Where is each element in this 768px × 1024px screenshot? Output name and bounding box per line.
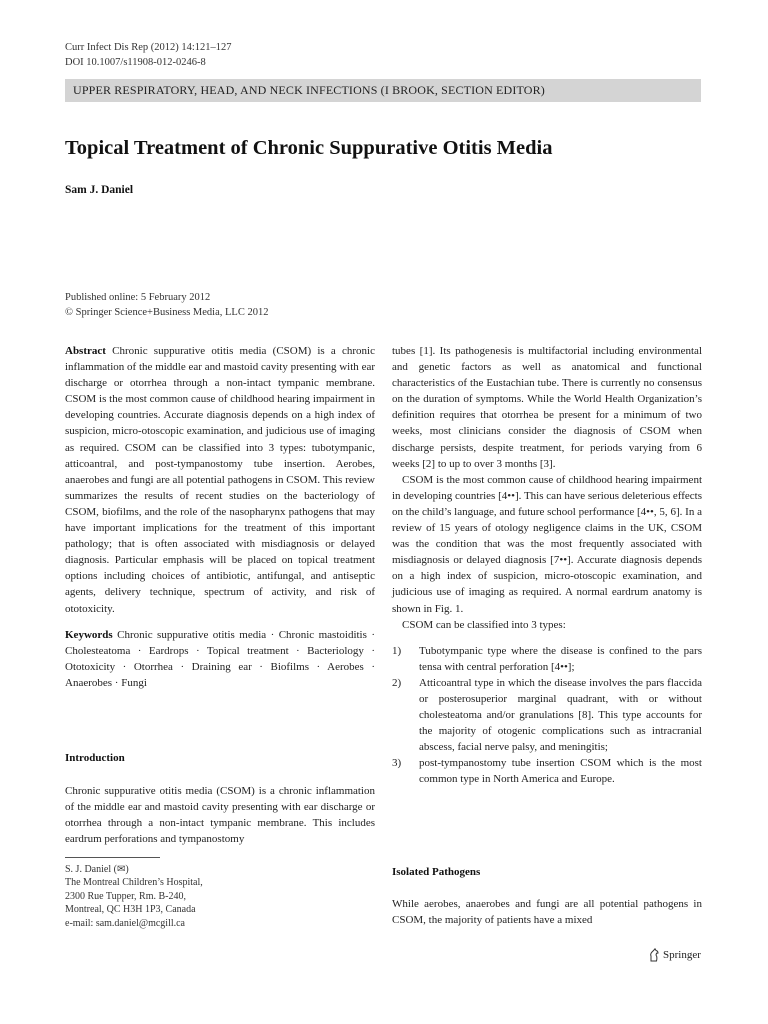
publisher-name: Springer [663, 949, 701, 961]
body-paragraph-1: tubes [1]. Its pathogenesis is multifactorial including environmental and genetic factors as well as anatomical and functional characteristics of the Eustachian tube. There is currently no consensus on the duration of symptoms. While the World Health Organization’s definition requires that otorrhea be present for a minimum of two weeks, most clinicians consider the diagnosis of CSOM when discharge persists, despite treatment, for periods varying from 6 weeks [2] to up to over 3 months [3]. [392, 345, 702, 470]
list-item [392, 675, 702, 755]
isolated-pathogens-section [392, 864, 702, 928]
footnote-name: S. J. Daniel (✉) [65, 864, 129, 875]
springer-horse-icon [648, 948, 660, 962]
introduction-section [65, 750, 375, 847]
list-number: 3) [392, 757, 402, 770]
keywords [65, 627, 375, 691]
article-title: Topical Treatment of Chronic Suppurative Otitis Media [65, 137, 553, 159]
list-text: Atticoantral type in which the disease involves the pars flaccida or posterosuperior marginal quadrant, with or without cholesteatoma and/or granulations [8]. This type accounts for the majority of otogenic complications such as intracranial abscess, facial nerve palsy, and meningitis; [419, 676, 702, 754]
body-paragraph-2: CSOM is the most common cause of childhood hearing impairment in developing countries [4••]. This can have serious deleterious effects on the child’s language, and future school performance [4••, 5, 6]. In a review of 15 years of otology negligence claims in the UK, CSOM was the condition that was the most frequently associated with misdiagnosis or delayed diagnosis [7••]. Accurate diagnosis depends on a high index of suspicion, micro-otoscopic examination, and judicious use of imaging as required. A normal eardrum anatomy is shown in Fig. 1. [392, 473, 702, 615]
left-column [65, 343, 375, 691]
footnote-address-line2: Montreal, QC H3H 1P3, Canada [65, 904, 196, 916]
journal-citation [65, 40, 232, 70]
right-column [392, 343, 702, 788]
publisher-logo [648, 948, 701, 962]
abstract [65, 343, 375, 617]
list-number: 1) [392, 644, 402, 657]
author-name: Sam J. Daniel [65, 184, 134, 196]
section-banner: UPPER RESPIRATORY, HEAD, AND NECK INFECTIONS (I BROOK, SECTION EDITOR) [65, 79, 701, 102]
abstract-text: Chronic suppurative otitis media (CSOM) is a chronic inflammation of the middle ear and mastoid cavity presenting with ear discharge or otorrhea through a non-intact tympanic membrane. CSOM is the most common cause of childhood hearing impairment in developing countries. Accurate diagnosis depends on a high index of suspicion, micro-otoscopic examination, and judicious use of imaging as required. CSOM can be classified into 3 types: tubotympanic, atticoantral, and post-tympanostomy tube insertion. Aerobes, anaerobes and fungi are all potential pathogens in CSOM. This review summarizes the results of recent studies on the bacteriology of CSOM, biofilms, and the role of the nasopharynx pathogens that may have important implications for the treatment of this important pathology; that is often associated with misdiagnosis or delayed diagnosis. Particular emphasis will be placed on topical treatment options including choices of antibiotic, antifungal, and antiseptic agents, delivery technique, spectrum of activity, and risk of ototoxicity. [65, 345, 375, 615]
list-item [392, 755, 702, 787]
isolated-pathogens-heading: Isolated Pathogens [392, 866, 481, 878]
list-text: post-tympanostomy tube insertion CSOM which is the most common type in North America and Europe. [419, 757, 702, 786]
publication-info [65, 290, 268, 320]
footnote-affiliation: The Montreal Children’s Hospital, [65, 877, 203, 889]
abstract-label: Abstract [65, 345, 106, 357]
keywords-text: Chronic suppurative otitis media · Chronic mastoiditis · Cholesteatoma · Eardrops · Topical treatment · Bacteriology · Ototoxicity · Otorrhea · Draining ear · Biofilms · Aerobes · Anaerobes · Fungi [65, 628, 376, 689]
keywords-label: Keywords [65, 628, 113, 641]
list-item [392, 643, 702, 675]
introduction-heading: Introduction [65, 752, 125, 764]
introduction-text: Chronic suppurative otitis media (CSOM) is a chronic inflammation of the middle ear and mastoid cavity presenting with ear discharge or otorrhea through a non-intact tympanic membrane. This includes eardrum perforations and tympanostomy [65, 785, 375, 846]
author-footnote [65, 863, 203, 930]
body-paragraph-4: While aerobes, anaerobes and fungi are all potential pathogens in CSOM, the majority of patients have a mixed [392, 898, 702, 927]
published-date: Published online: 5 February 2012 [65, 292, 211, 303]
doi: DOI 10.1007/s11908-012-0246-8 [65, 57, 206, 68]
footnote-divider [65, 857, 160, 858]
footnote-email[interactable]: e-mail: sam.daniel@mcgill.ca [65, 917, 185, 929]
classification-list [392, 643, 702, 788]
copyright: © Springer Science+Business Media, LLC 2012 [65, 307, 269, 318]
journal-ref: Curr Infect Dis Rep (2012) 14:121–127 [65, 42, 232, 53]
list-text: Tubotympanic type where the disease is confined to the pars tensa with central perforation [4••]; [419, 644, 702, 673]
footnote-address-line1: 2300 Rue Tupper, Rm. B-240, [65, 890, 187, 902]
list-number: 2) [392, 676, 402, 689]
body-paragraph-3: CSOM can be classified into 3 types: [402, 618, 566, 631]
